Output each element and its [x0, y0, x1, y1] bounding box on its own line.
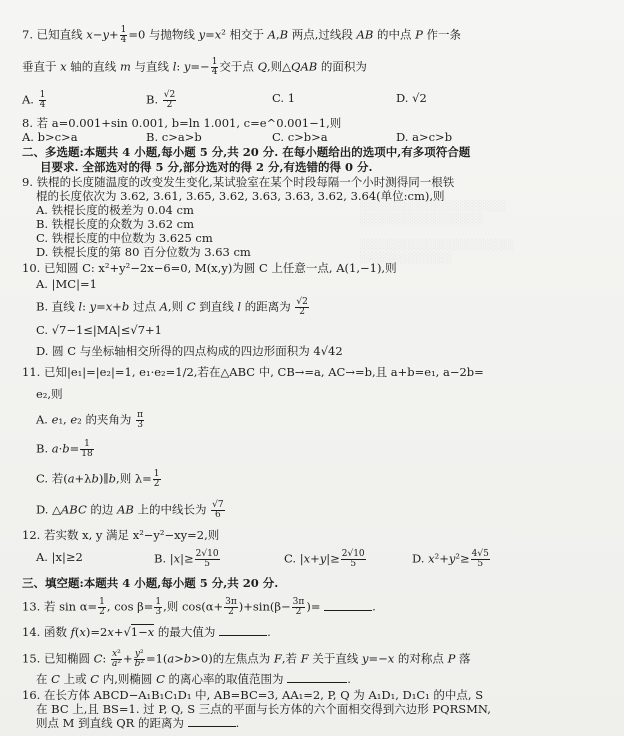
- fraction: $\frac{1}{4}$: [211, 57, 218, 77]
- question-16-stem-line3-text: 则点 M 到直线 QR 的距离为: [36, 716, 184, 730]
- question-10-option-b: B. 直线 l: y=x+b 过点 A,则 C 到直线 l 的距离为 $\frac{√2}{2}$: [36, 297, 308, 317]
- question-12-option-c: C. |x+y|≥ $\frac{2√10}{5}$: [284, 549, 365, 569]
- question-12-option-b: B. |x|≥ $\frac{2√10}{5}$: [154, 549, 219, 569]
- question-11-stem-line2: e₂,则: [36, 387, 63, 401]
- question-11-option-b: B. a·b= $\frac{1}{18}$: [36, 439, 93, 459]
- question-11-option-c: C. 若(a+λb)∥b,则 λ= $\frac{1}{2}$: [36, 469, 160, 489]
- question-7-options: [22, 91, 614, 110]
- question-12-options: [36, 550, 614, 569]
- question-10-option-c: C. √7−1≤|MA|≤√7+1: [36, 323, 162, 337]
- question-8-options: [22, 130, 614, 144]
- question-12-option-d: D. x²+y²≥ $\frac{4√5}{5}$: [412, 549, 489, 569]
- question-7-stem: 7. 已知直线 x−y+ $\frac{1}{4}$ =0 与抛物线 y=x² 相交于 A,B 两点,过线段 AB 的中点 P 作一条: [22, 25, 462, 45]
- question-11-option-a: A. e₁, e₂ 的夹角为 $\frac{\pi}{3}$: [36, 410, 144, 430]
- question-10-stem: 10. 已知圆 C: x²+y²−2x−6=0, M(x,y)为圆 C 上任意一点, A(1,−1),则: [22, 261, 397, 275]
- question-7-stem-line2: 垂直于 x 轴的直线 m 与直线 l: y=− $\frac{1}{4}$ 交于点 Q,则△QAB 的面积为: [22, 57, 367, 77]
- question-8-option-c: C. c>b>a: [272, 130, 328, 144]
- section-2-heading: 二、多选题:本题共 4 小题,每小题 5 分,共 20 分. 在每小题给出的选项中,有多项符合题: [22, 145, 471, 159]
- question-8-option-b: B. c>a>b: [146, 130, 202, 144]
- question-7-option-c: C. 1: [272, 91, 296, 105]
- question-16-stem: 16. 在长方体 ABCD−A₁B₁C₁D₁ 中, AB=BC=3, AA₁=2, P, Q 为 A₁D₁, D₁C₁ 的中点, S: [22, 688, 484, 702]
- question-9-option-d: D. 铁棍长度的第 80 百分位数为 3.63 cm: [36, 245, 251, 259]
- bleed-through-text: ░░░░░░░░░░░░░░░░░░░ ░░░░░░░░░░░░░░░░ ░░░░░░░░░░░░░░░░░░░░ ░░░░░░░░░░░░: [360, 201, 514, 264]
- section-2-heading-line2: 目要求. 全部选对的得 5 分,部分选对的得 2 分,有选错的得 0 分.: [40, 160, 373, 174]
- question-8-option-a: A. b>c>a: [22, 130, 78, 144]
- question-13: 13. 若 sin α= $\frac{1}{2}$ , cos β= $\frac{1}{3}$ ,则 cos(α+ $\frac{3\pi}{2}$ )+sin(β− $\frac{3\pi}{2}$ )= .: [22, 597, 376, 617]
- question-8-option-d: D. a>c>b: [396, 130, 453, 144]
- question-9-stem: 9. 铁棍的长度随温度的改变发生变化,某试验室在某个时段每隔一个小时测得同一根铁: [22, 175, 455, 189]
- fraction: $\frac{1}{4}$: [120, 25, 127, 45]
- question-15-stem: 15. 已知椭圆 C: $\frac{\text{x²}}{\text{a²}}$ + $\frac{\text{y²}}{\text{b²}}$ =1(a>b>0)的左焦点为 F,若 F 关于直线 y=−x 的对称点 P 落: [22, 649, 471, 669]
- question-11-option-d: D. △ABC 的边 AB 上的中线长为 $\frac{√7}{6}$: [36, 500, 224, 520]
- question-11-stem: 11. 已知|e₁|=|e₂|=1, e₁·e₂=1/2,若在△ABC 中, CB→=a, AC→=b,且 a+b=e₁, a−2b=: [22, 365, 484, 379]
- answer-blank: [219, 625, 267, 636]
- question-16-stem-line2: 在 BC 上,且 BS=1. 过 P, Q, S 三点的平面与长方体的六个面相交得到六边形 PQRSMN,: [36, 702, 491, 716]
- question-7-option-d: D. √2: [396, 91, 427, 105]
- question-9-option-c: C. 铁棍长度的中位数为 3.625 cm: [36, 231, 213, 245]
- question-8-stem: 8. 若 a=0.001+sin 0.001, b=ln 1.001, c=e^0.001−1,则: [22, 116, 342, 130]
- question-16-stem-line3: 则点 M 到直线 QR 的距离为 .: [36, 716, 240, 730]
- answer-blank: [287, 672, 347, 683]
- question-10-option-d: D. 圆 C 与坐标轴相交所得的四点构成的四边形面积为 4√42: [36, 344, 343, 358]
- question-10-option-a: A. |MC|=1: [36, 277, 97, 291]
- answer-blank: [188, 716, 236, 727]
- question-12-option-a: A. |x|≥2: [36, 550, 83, 564]
- question-7-option-b: B. $\frac{√2}{2}$: [146, 90, 176, 110]
- question-12-stem: 12. 若实数 x, y 满足 x²−y²−xy=2,则: [22, 528, 220, 542]
- section-3-heading: 三、填空题:本题共 4 小题,每小题 5 分,共 20 分.: [22, 576, 279, 590]
- answer-blank: [324, 600, 372, 611]
- question-9-option-a: A. 铁棍长度的极差为 0.04 cm: [36, 203, 194, 217]
- question-9-stem-line2: 棍的长度依次为 3.62, 3.61, 3.65, 3.62, 3.63, 3.63, 3.62, 3.64(单位:cm),则: [36, 189, 445, 203]
- question-15-stem-line2: 在 C 上或 C 内,则椭圆 C 的离心率的取值范围为 .: [36, 672, 351, 686]
- question-7-option-a: A. $\frac{1}{4}$: [22, 90, 46, 110]
- question-14: 14. 函数 f(x)=2x+√1−x 的最大值为 .: [22, 625, 271, 639]
- question-9-option-b: B. 铁棍长度的众数为 3.62 cm: [36, 217, 195, 231]
